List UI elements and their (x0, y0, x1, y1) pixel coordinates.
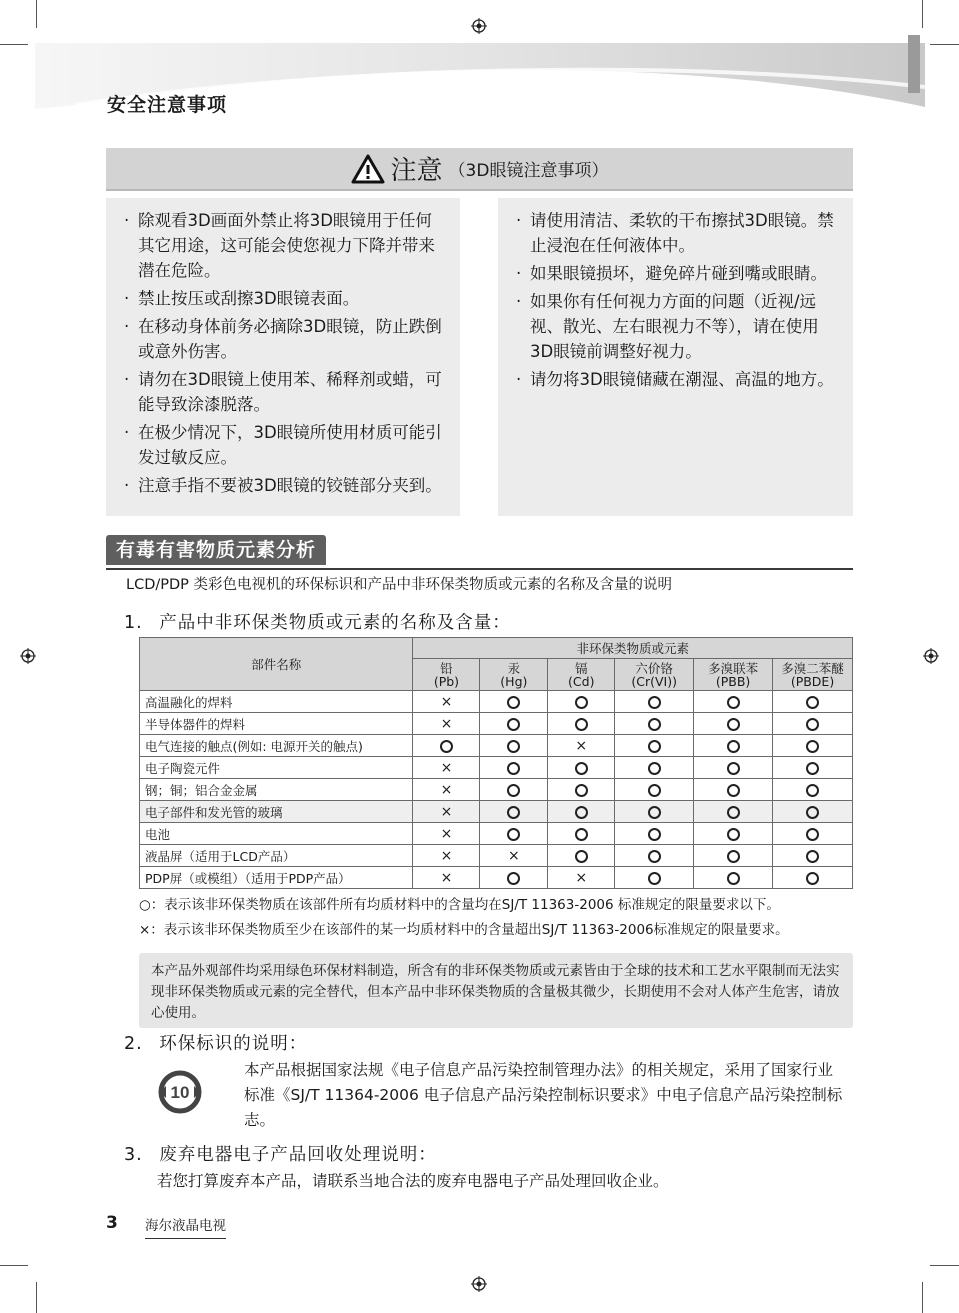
section-title: 安全注意事项 (107, 94, 228, 116)
caution-item: · 禁止按压或刮擦3D眼镜表面。 (124, 286, 446, 311)
compliant-circle-icon (773, 691, 853, 713)
caution-item: · 注意手指不要被3D眼镜的铰链部分夹到。 (124, 473, 446, 498)
compliant-circle-icon (773, 713, 853, 735)
compliant-circle-icon (694, 713, 773, 735)
toxic-section-heading: 有毒有害物质元素分析 (106, 535, 326, 565)
eco-logo-icon (156, 1068, 204, 1116)
footer-brand: 海尔液晶电视 (145, 1214, 226, 1239)
compliant-circle-icon (615, 823, 694, 845)
exceeds-cross-icon: × (413, 823, 480, 845)
table-header-element (480, 659, 548, 691)
registration-mark-icon (923, 648, 939, 664)
compliant-circle-icon (480, 757, 548, 779)
exceeds-cross-icon: × (413, 779, 480, 801)
caution-item: · 如果眼镜损坏，避免碎片碰到嘴或眼睛。 (516, 261, 839, 286)
exceeds-cross-icon: × (548, 735, 615, 757)
exceeds-cross-icon: × (548, 867, 615, 889)
element-symbol: (Pb) (433, 673, 460, 689)
eco-logo-number: 10 (170, 1083, 190, 1102)
compliant-circle-icon (615, 691, 694, 713)
element-name: 多溴联苯 (708, 660, 759, 676)
table-row (140, 823, 853, 845)
compliant-circle-icon (773, 735, 853, 757)
legend-circle: ○：表示该非环保类物质在该部件所有均质材料中的含量均在SJ/T 11363-2006 标准规定的限量要求以下。 (139, 897, 780, 913)
section-2-title: 环保标识的说明： (159, 1034, 308, 1054)
table-row (140, 691, 853, 713)
caution-item: · 除观看3D画面外禁止将3D眼镜用于任何其它用途，这可能会使您视力下降并带来潜在危险。 (124, 208, 446, 283)
compliant-circle-icon (480, 735, 548, 757)
caution-list-left (106, 198, 460, 516)
table-header-element (773, 659, 853, 691)
legend-cross: ×：表示该非环保类物质至少在该部件的某一均质材料中的含量超出SJ/T 11363-2006标准规定的限量要求。 (139, 922, 789, 938)
table-header-element (694, 659, 773, 691)
compliant-circle-icon (773, 757, 853, 779)
table-row (140, 779, 853, 801)
compliant-circle-icon (694, 845, 773, 867)
table-header-group: 非环保类物质或元素 (413, 638, 853, 659)
exceeds-cross-icon: × (413, 757, 480, 779)
element-symbol: (PBB) (715, 673, 751, 689)
part-name: 电池 (140, 823, 413, 845)
caution-item: · 请使用清洁、柔软的干布擦拭3D眼镜。禁止浸泡在任何液体中。 (516, 208, 839, 258)
table-header-element (413, 659, 480, 691)
table-row (140, 757, 853, 779)
section-2-heading (124, 1030, 307, 1055)
note-box: 本产品外观部件均采用绿色环保材料制造，所含有的非环保类物质或元素皆由于全球的技术和工艺水平限制而无法实现非环保类物质或元素的完全替代，但本产品中非环保类物质的含量极其微少，长期使用不会对人体产生危害，请放心使用。 (139, 953, 853, 1028)
compliant-circle-icon (694, 757, 773, 779)
compliant-circle-icon (480, 713, 548, 735)
compliant-circle-icon (615, 713, 694, 735)
element-name: 汞 (507, 660, 521, 676)
compliant-circle-icon (548, 757, 615, 779)
exceeds-cross-icon: × (413, 845, 480, 867)
section-1-number: 1. (124, 613, 143, 633)
compliant-circle-icon (480, 801, 548, 823)
compliant-circle-icon (694, 691, 773, 713)
compliant-circle-icon (773, 823, 853, 845)
element-symbol: (Cr(VI)) (631, 673, 677, 689)
caution-item: · 请勿将3D眼镜储藏在潮湿、高温的地方。 (516, 367, 839, 392)
caution-item: · 请勿在3D眼镜上使用苯、稀释剂或蜡，可能导致涂漆脱落。 (124, 367, 446, 417)
caution-subtitle: （3D眼镜注意事项） (448, 161, 609, 181)
compliant-circle-icon (694, 867, 773, 889)
compliant-circle-icon (615, 779, 694, 801)
table-header-element (615, 659, 694, 691)
compliant-circle-icon (548, 779, 615, 801)
compliant-circle-icon (615, 801, 694, 823)
compliant-circle-icon (413, 735, 480, 757)
toxic-intro: LCD/PDP 类彩色电视机的环保标识和产品中非环保类物质或元素的名称及含量的说明 (126, 577, 673, 593)
table-row (140, 801, 853, 823)
part-name: PDP屏（或模组）（适用于PDP产品） (140, 867, 413, 889)
compliant-circle-icon (480, 867, 548, 889)
crop-mark (0, 1265, 28, 1266)
exceeds-cross-icon: × (413, 691, 480, 713)
crop-mark (922, 1282, 923, 1313)
caution-item: · 如果你有任何视力方面的问题（近视/远视、散光、左右眼视力不等），请在使用3D眼镜前调整好视力。 (516, 289, 839, 364)
section-2-number: 2. (124, 1034, 143, 1054)
element-symbol: (Hg) (500, 673, 528, 689)
section-1-title: 产品中非环保类物质或元素的名称及含量： (159, 613, 511, 633)
compliant-circle-icon (615, 757, 694, 779)
compliant-circle-icon (548, 845, 615, 867)
compliant-circle-icon (548, 713, 615, 735)
registration-mark-icon (471, 1276, 487, 1292)
caution-item: · 在极少情况下，3D眼镜所使用材质可能引发过敏反应。 (124, 420, 446, 470)
part-name: 液晶屏（适用于LCD产品） (140, 845, 413, 867)
table-row (140, 713, 853, 735)
registration-mark-icon (471, 18, 487, 34)
compliant-circle-icon (773, 779, 853, 801)
compliant-circle-icon (694, 735, 773, 757)
element-name: 铅 (440, 660, 453, 676)
table-row (140, 867, 853, 889)
section-3-number: 3. (124, 1145, 143, 1165)
part-name: 钢；铜；铝合金金属 (140, 779, 413, 801)
compliant-circle-icon (548, 823, 615, 845)
part-name: 电气连接的触点(例如: 电源开关的触点) (140, 735, 413, 757)
compliant-circle-icon (615, 735, 694, 757)
crop-mark (930, 44, 959, 45)
caution-item: · 在移动身体前务必摘除3D眼镜，防止跌倒或意外伤害。 (124, 314, 446, 364)
element-name: 多溴二苯醚 (781, 660, 844, 676)
substance-table (139, 637, 853, 889)
crop-mark (36, 1282, 37, 1313)
compliant-circle-icon (773, 845, 853, 867)
caution-banner (106, 148, 853, 191)
compliant-circle-icon (773, 867, 853, 889)
caution-title: 注意 (390, 156, 443, 186)
compliant-circle-icon (694, 801, 773, 823)
compliant-circle-icon (615, 867, 694, 889)
compliant-circle-icon (548, 691, 615, 713)
section-3-text: 若您打算废弃本产品，请联系当地合法的废弃电器电子产品处理回收企业。 (157, 1172, 669, 1190)
registration-mark-icon (20, 648, 36, 664)
exceeds-cross-icon: × (413, 801, 480, 823)
exceeds-cross-icon: × (480, 845, 548, 867)
crop-mark (0, 44, 28, 45)
crop-mark (922, 0, 923, 28)
element-name: 六价铬 (635, 660, 673, 676)
crop-mark (36, 0, 37, 28)
compliant-circle-icon (615, 845, 694, 867)
compliant-circle-icon (480, 691, 548, 713)
part-name: 电子陶瓷元件 (140, 757, 413, 779)
table-row (140, 845, 853, 867)
part-name: 电子部件和发光管的玻璃 (140, 801, 413, 823)
caution-list-right (498, 198, 853, 516)
compliant-circle-icon (480, 823, 548, 845)
table-row (140, 735, 853, 757)
table-header-element (548, 659, 615, 691)
section-3-heading (124, 1141, 437, 1166)
page-number: 3 (106, 1213, 118, 1233)
compliant-circle-icon (773, 801, 853, 823)
crop-mark (930, 1265, 959, 1266)
compliant-circle-icon (694, 779, 773, 801)
part-name: 高温融化的焊料 (140, 691, 413, 713)
section-2-text: 本产品根据国家法规《电子信息产品污染控制管理办法》的相关规定，采用了国家行业标准《SJ/T 11364-2006 电子信息产品污染控制标识要求》中电子信息产品污染控制标志。 (244, 1061, 843, 1129)
compliant-circle-icon (548, 801, 615, 823)
element-symbol: (Cd) (568, 673, 595, 689)
divider (106, 568, 853, 570)
section-1-heading (124, 609, 511, 634)
compliant-circle-icon (694, 823, 773, 845)
table-header-part: 部件名称 (140, 638, 413, 691)
exceeds-cross-icon: × (413, 867, 480, 889)
element-symbol: (PBDE) (790, 673, 835, 689)
element-name: 镉 (574, 660, 588, 676)
exceeds-cross-icon: × (413, 713, 480, 735)
compliant-circle-icon (480, 779, 548, 801)
warning-triangle-icon (351, 154, 385, 184)
part-name: 半导体器件的焊料 (140, 713, 413, 735)
section-3-title: 废弃电器电子产品回收处理说明： (159, 1145, 437, 1165)
